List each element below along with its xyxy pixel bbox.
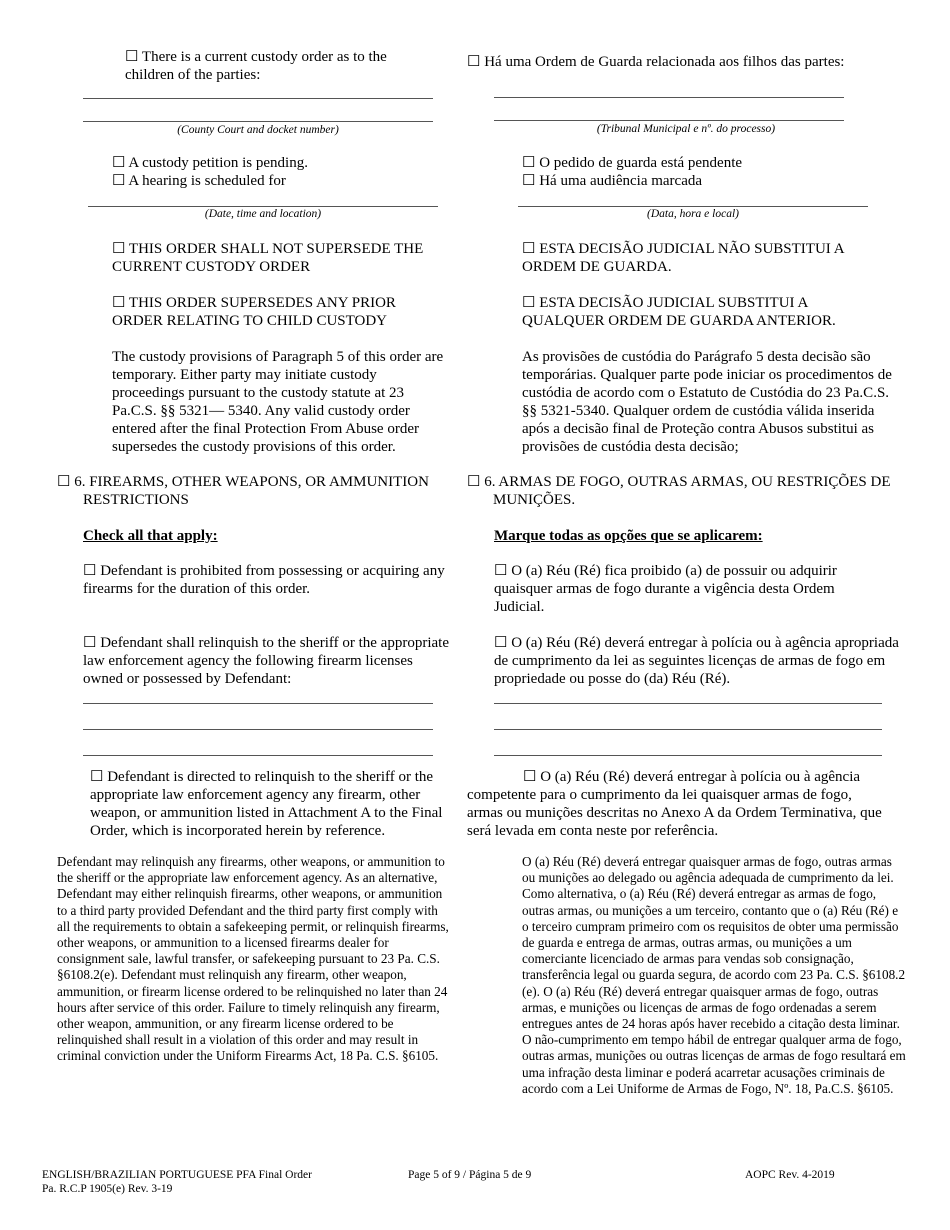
date-time-location-caption-pt: (Data, hora e local) (647, 208, 739, 220)
date-time-location-caption-en: (Date, time and location) (204, 208, 322, 220)
order-not-supersede-checkbox-en[interactable]: ☐ THIS ORDER SHALL NOT SUPERSEDE THE CURRENT CUSTODY ORDER (112, 241, 424, 275)
footer-page-number: Page 5 of 9 / Página 5 de 9 (408, 1169, 532, 1181)
docket-line-2-en (83, 121, 433, 122)
docket-line-2-pt (494, 120, 844, 121)
hearing-scheduled-checkbox-en[interactable]: ☐ A hearing is scheduled for (112, 173, 286, 189)
custody-order-checkbox-en[interactable]: ☐ There is a current custody order as to the children of the parties: (125, 49, 387, 83)
custody-petition-pending-checkbox-en[interactable]: ☐ A custody petition is pending. (112, 155, 308, 171)
firearms-prohibited-checkbox-pt[interactable]: ☐ O (a) Réu (Ré) fica proibido (a) de possuir ou adquirir quaisquer armas de fogo durante a vigência desta Ordem Judicial. (494, 563, 837, 615)
license-line-3-en (83, 755, 433, 756)
custody-provisions-text-en: The custody provisions of Paragraph 5 of this order are temporary. Either party may initiate custody proceedings pursuant to the custody statute at 23 Pa.C.S. §§ 5321— 5340. Any valid custody order entered after the final Protection From Abuse order supersedes the custody provisions of this order. (112, 349, 444, 455)
section-6-firearms-checkbox-pt[interactable]: ☐ 6. ARMAS DE FOGO, OUTRAS ARMAS, OU RESTRIÇÕES DE MUNIÇÕES. (467, 474, 891, 508)
license-line-2-pt (494, 729, 882, 730)
relinquish-attachment-checkbox-pt[interactable]: ☐ O (a) Réu (Ré) deverá entregar à polícia ou à agência competente para o cumprimento da lei quaisquer armas de fogo, armas ou munições descritas no Anexo A da Ordem Terminativa, que será levada em conta neste por referência. (467, 769, 882, 839)
firearms-prohibited-checkbox-en[interactable]: ☐ Defendant is prohibited from possessing or acquiring any firearms for the duration of this order. (83, 563, 445, 597)
custody-order-checkbox-pt[interactable]: ☐ Há uma Ordem de Guarda relacionada aos filhos das partes: (467, 54, 845, 70)
docket-line-1-en (83, 98, 433, 99)
date-line-pt (518, 206, 868, 207)
date-line-en (88, 206, 438, 207)
relinquish-licenses-checkbox-en[interactable]: ☐ Defendant shall relinquish to the sheriff or the appropriate law enforcement agency the following firearm licenses owned or possessed by Defendant: (83, 635, 449, 687)
check-all-heading-en: Check all that apply: (83, 528, 218, 544)
relinquish-licenses-checkbox-pt[interactable]: ☐ O (a) Réu (Ré) deverá entregar à polícia ou à agência apropriada de cumprimento da lei as seguintes licenças de armas de fogo em propriedade ou posse do (da) Réu (Ré). (494, 635, 899, 687)
order-supersedes-checkbox-en[interactable]: ☐ THIS ORDER SUPERSEDES ANY PRIOR ORDER RELATING TO CHILD CUSTODY (112, 295, 396, 329)
section-6-firearms-checkbox-en[interactable]: ☐ 6. FIREARMS, OTHER WEAPONS, OR AMMUNITION RESTRICTIONS (57, 474, 429, 508)
docket-line-1-pt (494, 97, 844, 98)
footer-rule: Pa. R.C.P 1905(e) Rev. 3-19 (42, 1183, 173, 1195)
order-supersedes-checkbox-pt[interactable]: ☐ ESTA DECISÃO JUDICIAL SUBSTITUI A QUALQUER ORDEM DE GUARDA ANTERIOR. (522, 295, 836, 329)
hearing-scheduled-checkbox-pt[interactable]: ☐ Há uma audiência marcada (522, 173, 703, 189)
relinquish-attachment-checkbox-en[interactable]: ☐ Defendant is directed to relinquish to the sheriff or the appropriate law enforcement agency any firearm, other weapon, or ammunition listed in Attachment A to the Final Order, which is incorporated herein by reference. (90, 769, 443, 839)
custody-petition-pending-checkbox-pt[interactable]: ☐ O pedido de guarda está pendente (522, 155, 743, 171)
check-all-heading-pt: Marque todas as opções que se aplicarem: (494, 528, 763, 544)
county-court-caption-pt: (Tribunal Municipal e nº. do processo) (596, 123, 776, 135)
custody-provisions-text-pt: As provisões de custódia do Parágrafo 5 desta decisão são temporárias. Qualquer parte pode iniciar os procedimentos de custódia de acordo com o Estatuto de Custódia do 23 Pa.C.S. §§ 5321-5340. Qualquer ordem de custódia válida inserida após a decisão final de Proteção contra Abusos substitui as provisões de custódia desta decisão; (522, 349, 892, 455)
license-line-1-en (83, 703, 433, 704)
license-line-3-pt (494, 755, 882, 756)
license-line-2-en (83, 729, 433, 730)
county-court-caption-en: (County Court and docket number) (177, 124, 339, 136)
order-not-supersede-checkbox-pt[interactable]: ☐ ESTA DECISÃO JUDICIAL NÃO SUBSTITUI A ORDEM DE GUARDA. (522, 241, 844, 275)
footer-revision: AOPC Rev. 4-2019 (745, 1169, 835, 1181)
footer-form-name: ENGLISH/BRAZILIAN PORTUGUESE PFA Final Order (42, 1169, 312, 1181)
relinquish-paragraph-pt: O (a) Réu (Ré) deverá entregar quaisquer armas de fogo, outras armas ou munições ao delegado ou agência adequada de cumprimento da lei. Como alternativa, o (a) Réu (Ré) deverá entregar as armas de fogo, outras armas, ou munições a um terceiro, contanto que o (a) Réu (Ré) e o terceiro cumpram primeiro com os requisitos de obter uma permissão de guarda e entrega de armas, outras armas, ou munições a um comerciante licenciado de armas para vendas sob consignação, transferência legal ou guarda segura, de acordo com 23 Pa. C.S. §6108.2 (e). O (a) Réu (Ré) deverá entregar quaisquer armas de fogo, outras armas, e munições ou licenças de armas de fogo ordenadas a serem entregues antes de 24 horas após haver recebido a citação desta liminar. O não-cumprimento em tempo hábil de entregar qualquer arma de fogo, outras armas, munições ou outras licenças de armas de fogo resultará em uma infração desta liminar e poderá acarretar acusações criminais de acordo com a Lei Uniforme de Armas de Fogo, Nº. 18, Pa.C.S. §6105. (522, 854, 906, 1096)
relinquish-paragraph-en: Defendant may relinquish any firearms, other weapons, or ammunition to the sheriff or the appropriate law enforcement agency. As an alternative, Defendant may either relinquish firearms, other weapons, or ammunition to a third party provided Defendant and the third party first comply with all the requirements to obtain a safekeeping permit, or relinquish firearms, other weapons, or ammunition to a licensed firearms dealer for consignment sale, lawful transfer, or safekeeping pursuant to 23 Pa. C.S. §6108.2(e). Defendant must relinquish any firearm, other weapon, ammunition, or firearm license ordered to be relinquished no later than 24 hours after service of this order. Failure to timely relinquish any firearm, other weapon, ammunition, or any firearm license ordered to be relinquished shall result in a violation of this order and may result in criminal conviction under the Uniform Firearms Act, 18 Pa. C.S. §6105. (57, 854, 449, 1064)
license-line-1-pt (494, 703, 882, 704)
